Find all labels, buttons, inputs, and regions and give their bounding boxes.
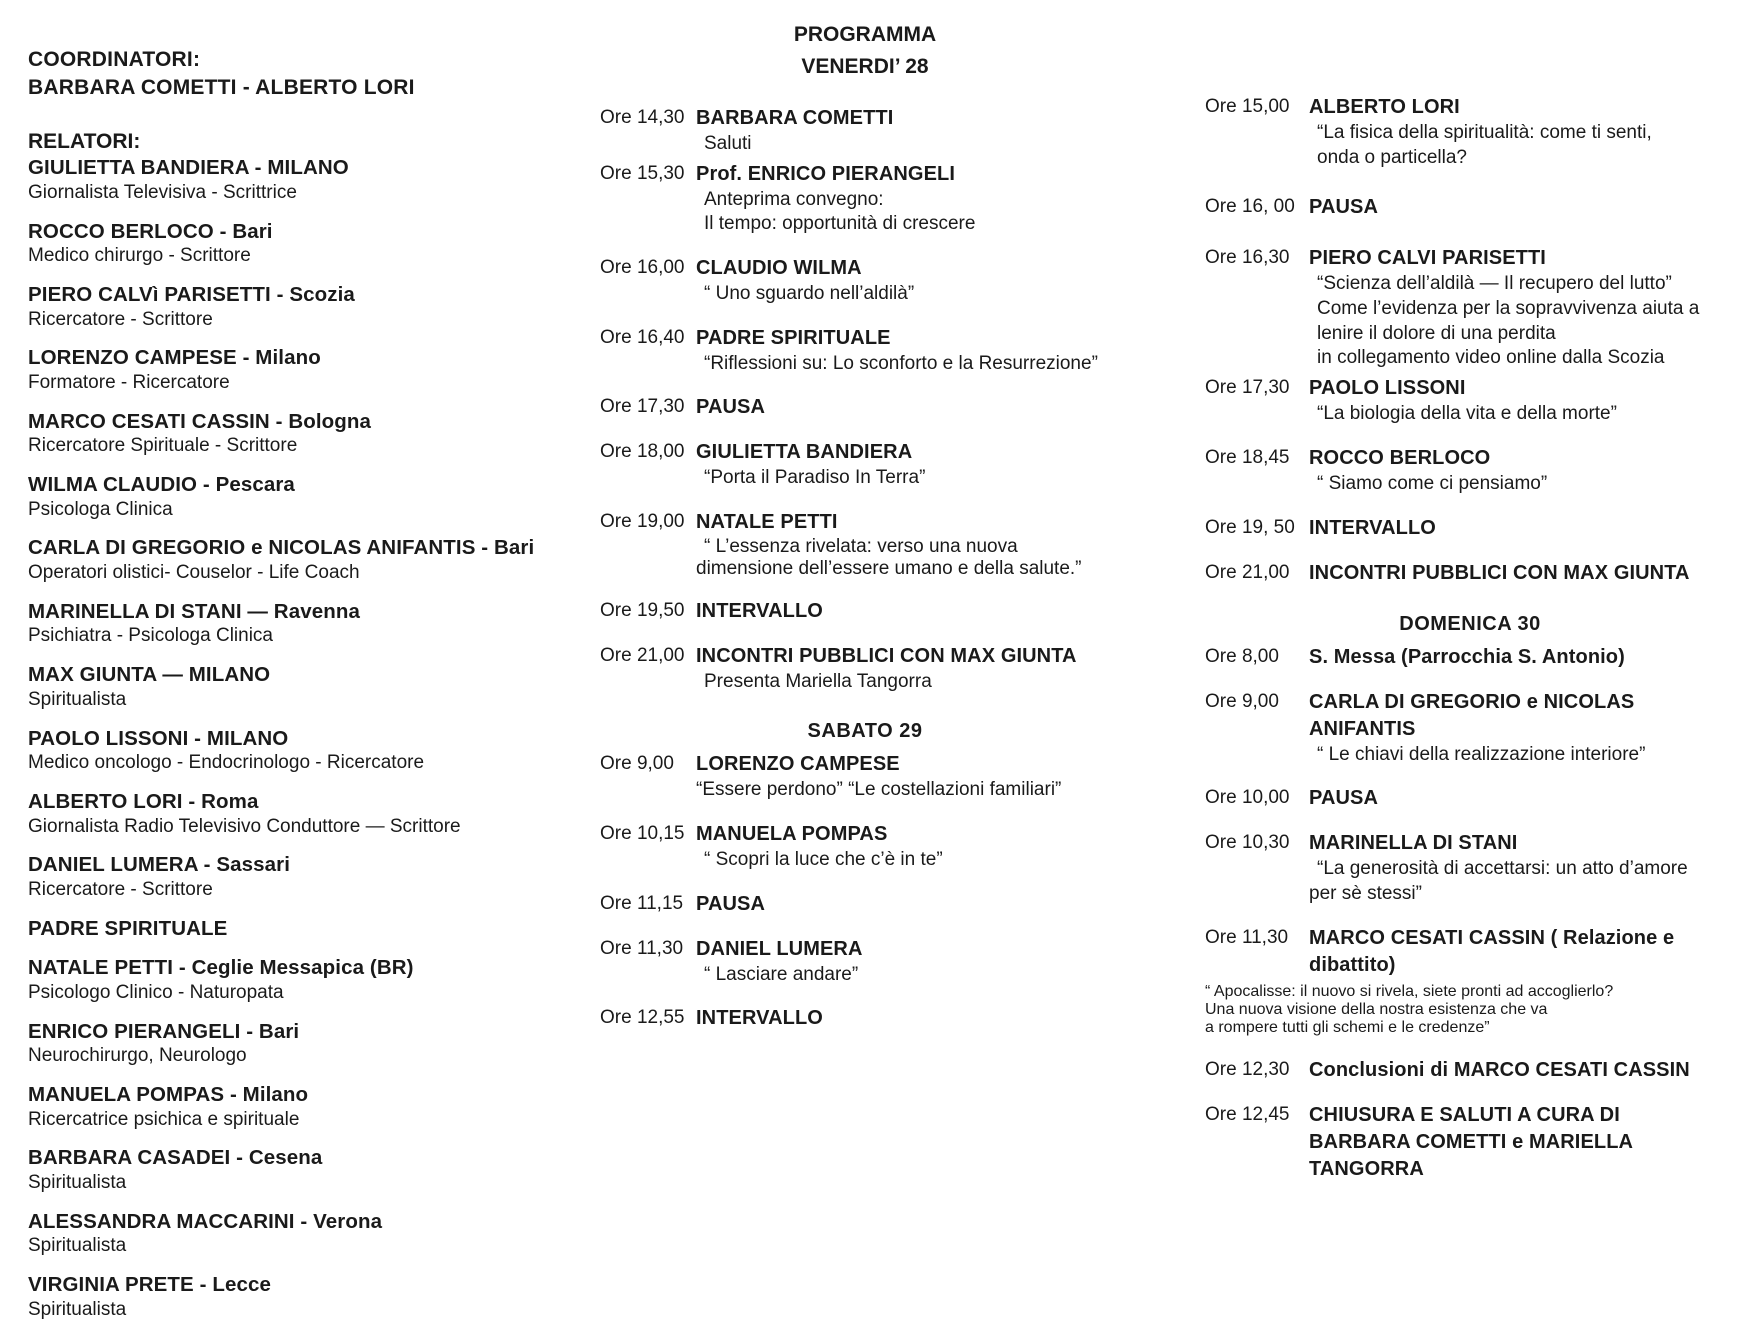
schedule-item — [1205, 560, 1735, 587]
schedule-time: Ore 11,15 — [600, 892, 684, 914]
speaker-role: Spiritualista — [28, 1235, 127, 1257]
speaker-role: Giornalista Televisiva - Scrittrice — [28, 181, 297, 203]
schedule-item — [600, 643, 1130, 695]
speaker-role: Spiritualista — [28, 1298, 127, 1320]
schedule-speaker: Conclusioni di MARCO CESATI CASSIN — [1309, 1058, 1690, 1081]
schedule-item — [600, 255, 1130, 307]
schedule-speaker: PAOLO LISSONI — [1309, 377, 1466, 400]
schedule-item — [600, 394, 1130, 421]
schedule-time: Ore 12,55 — [600, 1007, 685, 1029]
schedule-time: Ore 18,45 — [1205, 446, 1290, 468]
spacer — [600, 85, 1130, 105]
schedule-body — [1309, 194, 1735, 221]
coordinators-names: BARBARA COMETTI - ALBERTO LORI — [28, 75, 415, 99]
schedule-speaker: MARCO CESATI CASSIN ( Relazione e dibattito) — [1309, 926, 1675, 976]
schedule-item — [1205, 194, 1735, 221]
speaker-name: PAOLO LISSONI - MILANO — [28, 726, 289, 750]
schedule-desc: “ Siamo come ci pensiamo” — [1317, 472, 1548, 494]
schedule-time: Ore 10,00 — [1205, 787, 1290, 809]
schedule-speaker: PIERO CALVI PARISETTI — [1309, 247, 1546, 270]
schedule-speaker: PADRE SPIRITUALE — [696, 326, 891, 349]
spacer — [600, 807, 1130, 821]
speaker-name: GIULIETTA BANDIERA - MILANO — [28, 156, 349, 180]
speaker-role: Operatori olistici- Couselor - Life Coach — [28, 562, 360, 584]
spacer — [1205, 675, 1735, 689]
schedule-desc-2: onda o particella? — [1317, 146, 1467, 168]
schedule-time: Ore 12,45 — [1205, 1103, 1290, 1125]
spacer — [1205, 225, 1735, 245]
schedule-item — [1205, 94, 1735, 170]
speaker-role: Ricercatore - Scrittore — [28, 878, 213, 900]
schedule-desc-4: in collegamento video online dalla Scozia — [1317, 347, 1665, 369]
schedule-body — [1309, 560, 1735, 587]
schedule-speaker: MANUELA POMPAS — [696, 823, 888, 846]
schedule-speaker: ROCCO BERLOCO — [1309, 446, 1491, 469]
list-item — [28, 409, 568, 458]
list-item — [28, 1209, 568, 1258]
schedule-item — [600, 751, 1130, 803]
speaker-role: Ricercatore - Scrittore — [28, 308, 213, 330]
schedule-desc: “ Scopri la luce che c’è in te” — [704, 849, 943, 871]
schedule-desc: “Porta il Paradiso In Terra” — [704, 467, 926, 489]
speaker-name: LORENZO CAMPESE - Milano — [28, 346, 321, 370]
speaker-role: Medico oncologo - Endocrinologo - Ricercatore — [28, 752, 425, 774]
day-heading-sunday: DOMENICA 30 — [1399, 612, 1541, 635]
spacer — [28, 102, 568, 128]
list-item — [28, 282, 568, 331]
schedule-time: Ore 16,40 — [600, 326, 685, 348]
schedule-desc: Saluti — [704, 132, 752, 154]
page-title: PROGRAMMA — [793, 23, 937, 46]
speaker-name: PADRE SPIRITUALE — [28, 916, 228, 940]
spacer — [600, 495, 1130, 509]
day-heading-friday: VENERDI’ 28 — [801, 55, 929, 79]
coordinators-label: COORDINATORI: — [28, 48, 201, 71]
schedule-item — [1205, 445, 1735, 497]
list-item — [28, 955, 568, 1004]
schedule-speaker: GIULIETTA BANDIERA — [696, 441, 913, 464]
schedule-speaker: CARLA DI GREGORIO e NICOLAS ANIFANTIS — [1309, 690, 1635, 740]
program-column-right — [1205, 94, 1735, 1187]
spacer — [600, 991, 1130, 1005]
schedule-speaker: NATALE PETTI — [696, 511, 838, 533]
schedule-speaker: INTERVALLO — [1309, 516, 1436, 539]
schedule-body — [1309, 515, 1735, 542]
spacer — [600, 241, 1130, 255]
speaker-role: Spiritualista — [28, 1172, 127, 1194]
schedule-item — [1205, 925, 1735, 979]
spacer — [1205, 546, 1735, 560]
schedule-body — [1309, 375, 1735, 427]
list-item — [28, 789, 568, 838]
day-heading-saturday: SABATO 29 — [807, 720, 923, 743]
schedule-body — [1309, 830, 1735, 906]
schedule-body — [696, 643, 1130, 695]
speaker-name: MANUELA POMPAS - Milano — [28, 1083, 309, 1107]
schedule-desc: “ L’essenza rivelata: verso una nuova — [704, 536, 1018, 557]
spacer — [600, 425, 1130, 439]
program-column-center — [600, 20, 1130, 1036]
list-item — [28, 1019, 568, 1068]
schedule-time: Ore 17,30 — [600, 396, 685, 418]
schedule-time: Ore 19,50 — [600, 599, 685, 621]
schedule-body — [696, 1005, 1130, 1032]
speaker-name: NATALE PETTI - Ceglie Messapica (BR) — [28, 956, 414, 980]
schedule-speaker: CHIUSURA E SALUTI A CURA DI — [1309, 1103, 1620, 1126]
list-item — [28, 155, 568, 204]
speaker-role: Ricercatrice psichica e spirituale — [28, 1108, 300, 1130]
schedule-speaker: DANIEL LUMERA — [696, 937, 863, 960]
schedule-body — [696, 161, 1130, 237]
schedule-body — [696, 821, 1130, 873]
list-item — [28, 1145, 568, 1194]
schedule-time: Ore 17,30 — [1205, 377, 1290, 399]
schedule-desc: “Scienza dell’aldilà — Il recupero del lutto” — [1317, 273, 1672, 295]
speaker-name: ENRICO PIERANGELI - Bari — [28, 1019, 300, 1043]
schedule-speaker: ALBERTO LORI — [1309, 96, 1460, 118]
schedule-item — [600, 891, 1130, 918]
schedule-body — [1309, 245, 1735, 371]
schedule-body — [696, 105, 1130, 157]
schedule-time: Ore 21,00 — [600, 644, 685, 666]
schedule-body — [1309, 94, 1735, 170]
schedule-time: Ore 10,30 — [1205, 832, 1290, 854]
speaker-name: CARLA DI GREGORIO e NICOLAS ANIFANTIS - Bari — [28, 536, 535, 560]
schedule-body — [696, 439, 1130, 491]
schedule-desc: Anteprima convegno: — [704, 188, 884, 210]
schedule-desc: “La generosità di accettarsi: un atto d’amore — [1317, 858, 1688, 880]
schedule-desc-2: dimensione dell’essere umano e della salute.” — [696, 557, 1082, 579]
schedule-time: Ore 19,00 — [600, 511, 685, 532]
schedule-time: Ore 14,30 — [600, 106, 685, 128]
schedule-time: Ore 9,00 — [1205, 690, 1279, 712]
speaker-role: Neurochirurgo, Neurologo — [28, 1045, 247, 1067]
schedule-body — [696, 751, 1130, 803]
spacer — [600, 380, 1130, 394]
schedule-item — [600, 325, 1130, 377]
speaker-name: ROCCO BERLOCO - Bari — [28, 219, 273, 243]
schedule-speaker: PAUSA — [696, 396, 766, 419]
schedule-time: Ore 10,15 — [600, 823, 685, 845]
spacer — [1205, 174, 1735, 194]
speaker-name: MARCO CESATI CASSIN - Bologna — [28, 409, 372, 433]
list-item — [28, 726, 568, 775]
schedule-time: Ore 16,00 — [600, 256, 685, 278]
list-item — [28, 535, 568, 584]
schedule-speaker: CLAUDIO WILMA — [696, 256, 862, 279]
schedule-desc-2: Una nuova visione della nostra esistenza che va — [1205, 1000, 1548, 1018]
spacer — [1205, 431, 1735, 445]
schedule-item — [1205, 785, 1735, 812]
list-item — [28, 1082, 568, 1131]
spacer — [600, 584, 1130, 598]
schedule-body — [696, 891, 1130, 918]
schedule-body — [696, 936, 1130, 988]
schedule-item — [600, 509, 1130, 580]
spacer — [1205, 1088, 1735, 1102]
list-item — [28, 219, 568, 268]
speaker-name: MARINELLA DI STANI — Ravenna — [28, 599, 360, 623]
schedule-item — [1205, 830, 1735, 906]
schedule-body — [696, 598, 1130, 625]
spacer — [1205, 1037, 1735, 1057]
schedule-item — [1205, 375, 1735, 427]
schedule-desc: Presenta Mariella Tangorra — [704, 670, 932, 692]
spacer — [600, 922, 1130, 936]
speakers-column — [28, 46, 568, 1336]
schedule-desc: BARBARA COMETTI e MARIELLA TANGORRA — [1309, 1130, 1633, 1180]
spacer — [600, 877, 1130, 891]
speaker-name: WILMA CLAUDIO - Pescara — [28, 473, 295, 497]
spacer — [600, 311, 1130, 325]
schedule-body — [1309, 445, 1735, 497]
list-item — [28, 916, 568, 942]
schedule-body — [1309, 644, 1735, 671]
speaker-name: MAX GIUNTA — MILANO — [28, 663, 271, 687]
schedule-speaker: PAUSA — [1309, 787, 1379, 810]
speaker-name: DANIEL LUMERA - Sassari — [28, 853, 291, 877]
schedule-desc: “ Lasciare andare” — [704, 963, 859, 985]
schedule-body — [696, 325, 1130, 377]
schedule-time: Ore 15,00 — [1205, 96, 1290, 117]
schedule-body — [696, 509, 1130, 580]
schedule-desc-2: Come l’evidenza per la sopravvivenza aiuta a — [1317, 298, 1700, 320]
schedule-time: Ore 8,00 — [1205, 645, 1279, 667]
spacer — [1205, 501, 1735, 515]
schedule-desc: “Riflessioni su: Lo sconforto e la Resurrezione” — [704, 352, 1098, 374]
schedule-desc: “ Uno sguardo nell’aldilà” — [704, 282, 915, 304]
schedule-desc-2: per sè stessi” — [1309, 882, 1422, 904]
speaker-name: BARBARA CASADEI - Cesena — [28, 1146, 323, 1170]
schedule-body — [696, 255, 1130, 307]
schedule-time: Ore 19, 50 — [1205, 516, 1295, 538]
schedule-item — [600, 936, 1130, 988]
schedule-item — [600, 105, 1130, 157]
schedule-speaker: PAUSA — [696, 892, 766, 915]
schedule-body — [1309, 1057, 1735, 1084]
spacer — [600, 629, 1130, 643]
speaker-role: Psichiatra - Psicologa Clinica — [28, 625, 273, 647]
spacer — [1205, 816, 1735, 830]
list-item — [28, 852, 568, 901]
speaker-role: Ricercatore Spirituale - Scrittore — [28, 435, 298, 457]
speaker-role: Medico chirurgo - Scrittore — [28, 245, 251, 267]
schedule-body — [1309, 785, 1735, 812]
schedule-item — [1205, 644, 1735, 671]
speakers-label: RELATORI: — [28, 129, 141, 153]
speaker-name: VIRGINIA PRETE - Lecce — [28, 1273, 271, 1297]
schedule-body — [1309, 1102, 1735, 1183]
schedule-body — [696, 394, 1130, 421]
schedule-time: Ore 18,00 — [600, 441, 685, 463]
list-item — [28, 662, 568, 711]
speaker-role: Psicologa Clinica — [28, 498, 173, 520]
schedule-desc-3: lenire il dolore di una perdita — [1317, 322, 1556, 344]
speaker-name: PIERO CALVì PARISETTI - Scozia — [28, 282, 355, 306]
speaker-name: ALBERTO LORI - Roma — [28, 789, 259, 813]
schedule-item — [600, 1005, 1130, 1032]
spacer — [1205, 911, 1735, 925]
schedule-item — [1205, 515, 1735, 542]
schedule-item — [600, 598, 1130, 625]
schedule-desc-3: a rompere tutti gli schemi e le credenze” — [1205, 1018, 1490, 1036]
schedule-time: Ore 16, 00 — [1205, 196, 1295, 218]
schedule-desc: “Essere perdono” “Le costellazioni familiari” — [696, 779, 1062, 801]
speaker-role: Psicologo Clinico - Naturopata — [28, 981, 284, 1003]
schedule-item — [1205, 1057, 1735, 1084]
schedule-item — [1205, 245, 1735, 371]
schedule-speaker: INTERVALLO — [696, 599, 823, 622]
schedule-speaker: S. Messa (Parrocchia S. Antonio) — [1309, 645, 1625, 668]
schedule-speaker: INCONTRI PUBBLICI CON MAX GIUNTA — [696, 644, 1077, 667]
speaker-role: Spiritualista — [28, 688, 127, 710]
schedule-time: Ore 12,30 — [1205, 1058, 1290, 1080]
schedule-speaker: INTERVALLO — [696, 1007, 823, 1030]
schedule-item — [600, 821, 1130, 873]
schedule-time: Ore 15,30 — [600, 162, 685, 184]
schedule-speaker: Prof. ENRICO PIERANGELI — [696, 162, 955, 185]
schedule-item — [600, 161, 1130, 237]
schedule-speaker: MARINELLA DI STANI — [1309, 832, 1518, 855]
schedule-desc-2: Il tempo: opportunità di crescere — [704, 213, 976, 235]
schedule-speaker: BARBARA COMETTI — [696, 106, 894, 129]
list-item — [28, 599, 568, 648]
schedule-speaker: PAUSA — [1309, 196, 1379, 219]
schedule-desc: “La biologia della vita e della morte” — [1317, 403, 1617, 425]
spacer — [1205, 771, 1735, 785]
schedule-time: Ore 16,30 — [1205, 247, 1290, 269]
schedule-desc: “ Le chiavi della realizzazione interiore” — [1317, 743, 1646, 765]
schedule-time: Ore 9,00 — [600, 753, 674, 775]
list-item — [28, 472, 568, 521]
schedule-item — [1205, 689, 1735, 768]
schedule-time: Ore 11,30 — [1205, 926, 1289, 948]
schedule-body — [1309, 925, 1735, 979]
schedule-desc: “ Apocalisse: il nuovo si rivela, siete pronti ad accoglierlo? — [1205, 982, 1614, 1000]
schedule-time: Ore 21,00 — [1205, 561, 1290, 583]
schedule-desc: “La fisica della spiritualità: come ti senti, — [1317, 122, 1652, 143]
schedule-body — [1309, 689, 1735, 768]
schedule-speaker: INCONTRI PUBBLICI CON MAX GIUNTA — [1309, 561, 1690, 584]
schedule-speaker: LORENZO CAMPESE — [696, 753, 900, 776]
speaker-role: Formatore - Ricercatore — [28, 371, 230, 393]
speaker-role: Giornalista Radio Televisivo Conduttore — Scrittore — [28, 815, 461, 837]
schedule-time: Ore 11,30 — [600, 937, 684, 959]
schedule-item — [1205, 1102, 1735, 1183]
speaker-name: ALESSANDRA MACCARINI - Verona — [28, 1209, 383, 1233]
list-item — [28, 345, 568, 394]
list-item — [28, 1272, 568, 1321]
schedule-item — [600, 439, 1130, 491]
